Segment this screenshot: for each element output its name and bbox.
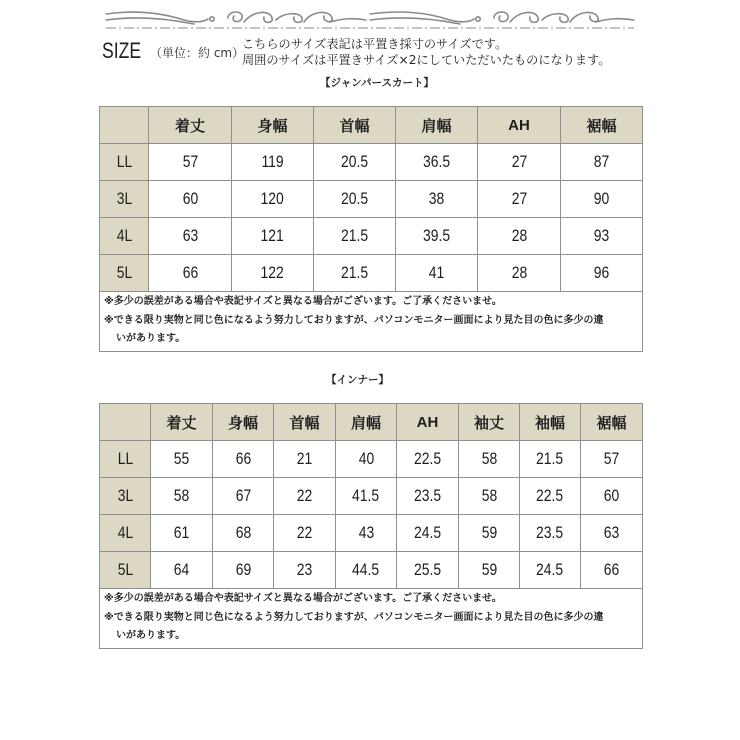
cell-value: 38 <box>428 189 445 208</box>
table-cell <box>232 255 314 292</box>
note-line: いがあります。 <box>116 333 186 344</box>
size-label-text: 5L <box>116 263 132 282</box>
row-size-label <box>100 478 151 515</box>
column-header: AH <box>397 404 459 441</box>
cell-value: 66 <box>235 449 251 468</box>
cell-value: 58 <box>173 486 190 505</box>
cell-value: 21.5 <box>536 449 564 468</box>
cell-value: 40 <box>358 449 374 468</box>
row-size-label <box>100 144 149 181</box>
cell-value: 68 <box>235 523 251 542</box>
table-cell <box>149 181 232 218</box>
row-size-label <box>100 515 151 552</box>
cell-value: 66 <box>603 560 620 579</box>
table-cell <box>478 181 561 218</box>
size-label-text: LL <box>116 152 132 171</box>
cell-value: 24.5 <box>413 523 442 542</box>
column-header: 裾幅 <box>581 404 643 441</box>
table-row <box>100 441 643 478</box>
cell-value: 119 <box>261 152 284 171</box>
cell-value: 60 <box>603 486 620 505</box>
notes-row <box>100 589 643 649</box>
section-title-inner: 【インナー】 <box>326 374 389 386</box>
table-cell <box>274 552 336 589</box>
column-header: 肩幅 <box>396 107 478 144</box>
cell-value: 57 <box>182 152 198 171</box>
column-header: 首幅 <box>314 107 396 144</box>
size-description <box>242 36 610 68</box>
cell-value: 22 <box>296 486 313 505</box>
table-cell <box>151 478 213 515</box>
size-table-inner <box>99 403 643 649</box>
cell-value: 58 <box>481 449 497 468</box>
table-row <box>100 552 643 589</box>
table-cell <box>561 181 643 218</box>
note-line: ※多少の誤差がある場合や表記サイズと異なる場合がございます。ご了承くださいませ。 <box>104 296 502 307</box>
cell-value: 58 <box>481 486 497 505</box>
table-cell <box>213 441 274 478</box>
table-cell <box>336 478 397 515</box>
table-cell <box>520 515 581 552</box>
column-header: 身幅 <box>232 107 314 144</box>
row-size-label <box>100 552 151 589</box>
table-cell <box>213 515 274 552</box>
size-label-text: 5L <box>117 560 133 579</box>
cell-value: 63 <box>603 523 620 542</box>
column-header: 袖幅 <box>520 404 581 441</box>
column-header: 首幅 <box>274 404 336 441</box>
cell-value: 87 <box>593 152 610 171</box>
cell-value: 21.5 <box>340 226 369 245</box>
table-cell <box>459 515 520 552</box>
cell-value: 60 <box>182 189 198 208</box>
table-cell <box>397 441 459 478</box>
cell-value: 25.5 <box>413 560 442 579</box>
cell-value: 23.5 <box>536 523 564 542</box>
table-row <box>100 218 643 255</box>
table-cell <box>314 218 396 255</box>
table-cell <box>232 218 314 255</box>
cell-value: 21.5 <box>340 263 369 282</box>
cell-value: 43 <box>358 523 374 542</box>
table-row <box>100 515 643 552</box>
table-cell <box>151 552 213 589</box>
table-cell <box>232 181 314 218</box>
table-cell <box>396 181 478 218</box>
note-line: ※できる限り実物と同じ色になるよう努力しておりますが、パソコンモニター画面により見た目の色に多少の違 <box>104 314 604 326</box>
size-label-text: 3L <box>117 486 133 505</box>
table-cell <box>397 552 459 589</box>
cell-value: 122 <box>260 263 285 282</box>
table-cell <box>149 144 232 181</box>
table-cell <box>149 255 232 292</box>
table-cell <box>274 478 336 515</box>
table-corner-cell <box>100 107 149 144</box>
size-description-line: こちらのサイズ表記は平置き採寸のサイズです。 <box>242 37 508 51</box>
size-label-text: 3L <box>116 189 132 208</box>
cell-value: 36.5 <box>422 152 451 171</box>
row-size-label <box>100 181 149 218</box>
cell-value: 28 <box>511 226 527 245</box>
table-cell <box>520 552 581 589</box>
row-size-label <box>100 441 151 478</box>
table-cell <box>561 255 643 292</box>
cell-value: 93 <box>593 226 610 245</box>
cell-value: 67 <box>235 486 251 505</box>
table-cell <box>396 255 478 292</box>
table-cell <box>314 144 396 181</box>
note-line: いがあります。 <box>116 630 186 641</box>
note-line: ※多少の誤差がある場合や表記サイズと異なる場合がございます。ご了承くださいませ。 <box>104 593 502 604</box>
table-cell <box>336 552 397 589</box>
cell-value: 22.5 <box>536 486 564 505</box>
table-cell <box>561 144 643 181</box>
cell-value: 22.5 <box>413 449 442 468</box>
column-header: 着丈 <box>149 107 232 144</box>
size-header <box>102 38 244 64</box>
cell-value: 69 <box>235 560 251 579</box>
size-unit-label: （単位：約 cm） <box>150 46 245 60</box>
cell-value: 21 <box>296 449 313 468</box>
cell-value: 24.5 <box>536 560 564 579</box>
table-header-row <box>100 107 643 144</box>
cell-value: 120 <box>260 189 285 208</box>
notes-cell <box>100 589 643 649</box>
table-cell <box>151 515 213 552</box>
column-header: 着丈 <box>151 404 213 441</box>
table-cell <box>336 441 397 478</box>
cell-value: 44.5 <box>352 560 380 579</box>
size-label-text: 4L <box>116 226 132 245</box>
cell-value: 39.5 <box>422 226 451 245</box>
table-cell <box>459 552 520 589</box>
cell-value: 20.5 <box>340 189 369 208</box>
cell-value: 22 <box>296 523 313 542</box>
table-cell <box>459 478 520 515</box>
table-cell <box>478 255 561 292</box>
cell-value: 57 <box>603 449 620 468</box>
cell-value: 20.5 <box>340 152 369 171</box>
table-header-row <box>100 404 643 441</box>
cell-value: 121 <box>260 226 285 245</box>
cell-value: 41 <box>428 263 445 282</box>
column-header: AH <box>478 107 561 144</box>
table-cell <box>213 552 274 589</box>
cell-value: 96 <box>593 263 610 282</box>
cell-value: 55 <box>173 449 190 468</box>
cell-value: 59 <box>481 560 497 579</box>
table-cell <box>520 441 581 478</box>
cell-value: 63 <box>182 226 198 245</box>
table-cell <box>314 255 396 292</box>
table-cell <box>274 515 336 552</box>
table-cell <box>581 515 643 552</box>
cell-value: 23 <box>296 560 313 579</box>
size-table-jumper-skirt <box>99 106 643 352</box>
table-row <box>100 255 643 292</box>
table-cell <box>581 552 643 589</box>
notes-row <box>100 292 643 352</box>
table-cell <box>232 144 314 181</box>
table-cell <box>561 218 643 255</box>
decorative-flourish-divider <box>104 6 636 32</box>
table-cell <box>459 441 520 478</box>
size-description-line: 周囲のサイズは平置きサイズ×2にしていただいたものになります。 <box>242 53 611 67</box>
size-label-text: LL <box>117 449 133 468</box>
column-header: 裾幅 <box>561 107 643 144</box>
cell-value: 41.5 <box>352 486 380 505</box>
row-size-label <box>100 255 149 292</box>
table-cell <box>274 441 336 478</box>
notes-cell <box>100 292 643 352</box>
cell-value: 27 <box>511 189 527 208</box>
table-row <box>100 144 643 181</box>
cell-value: 59 <box>481 523 497 542</box>
table-cell <box>213 478 274 515</box>
table-cell <box>397 478 459 515</box>
table-cell <box>396 144 478 181</box>
table-cell <box>478 218 561 255</box>
section-title-jumper-skirt: 【ジャンパースカート】 <box>320 77 435 89</box>
table-cell <box>396 218 478 255</box>
table-cell <box>151 441 213 478</box>
table-cell <box>581 478 643 515</box>
cell-value: 90 <box>593 189 610 208</box>
column-header: 肩幅 <box>336 404 397 441</box>
size-label-text: 4L <box>117 523 133 542</box>
table-row <box>100 478 643 515</box>
column-header: 身幅 <box>213 404 274 441</box>
cell-value: 28 <box>511 263 527 282</box>
cell-value: 61 <box>173 523 190 542</box>
table-cell <box>314 181 396 218</box>
cell-value: 27 <box>511 152 527 171</box>
size-title: SIZE <box>102 38 142 63</box>
table-corner-cell <box>100 404 151 441</box>
note-line: ※できる限り実物と同じ色になるよう努力しておりますが、パソコンモニター画面により見た目の色に多少の違 <box>104 611 604 623</box>
table-row <box>100 181 643 218</box>
cell-value: 64 <box>173 560 190 579</box>
table-cell <box>520 478 581 515</box>
table-cell <box>397 515 459 552</box>
row-size-label <box>100 218 149 255</box>
table-cell <box>478 144 561 181</box>
cell-value: 66 <box>182 263 198 282</box>
cell-value: 23.5 <box>413 486 442 505</box>
table-cell <box>149 218 232 255</box>
column-header: 袖丈 <box>459 404 520 441</box>
table-cell <box>336 515 397 552</box>
table-cell <box>581 441 643 478</box>
